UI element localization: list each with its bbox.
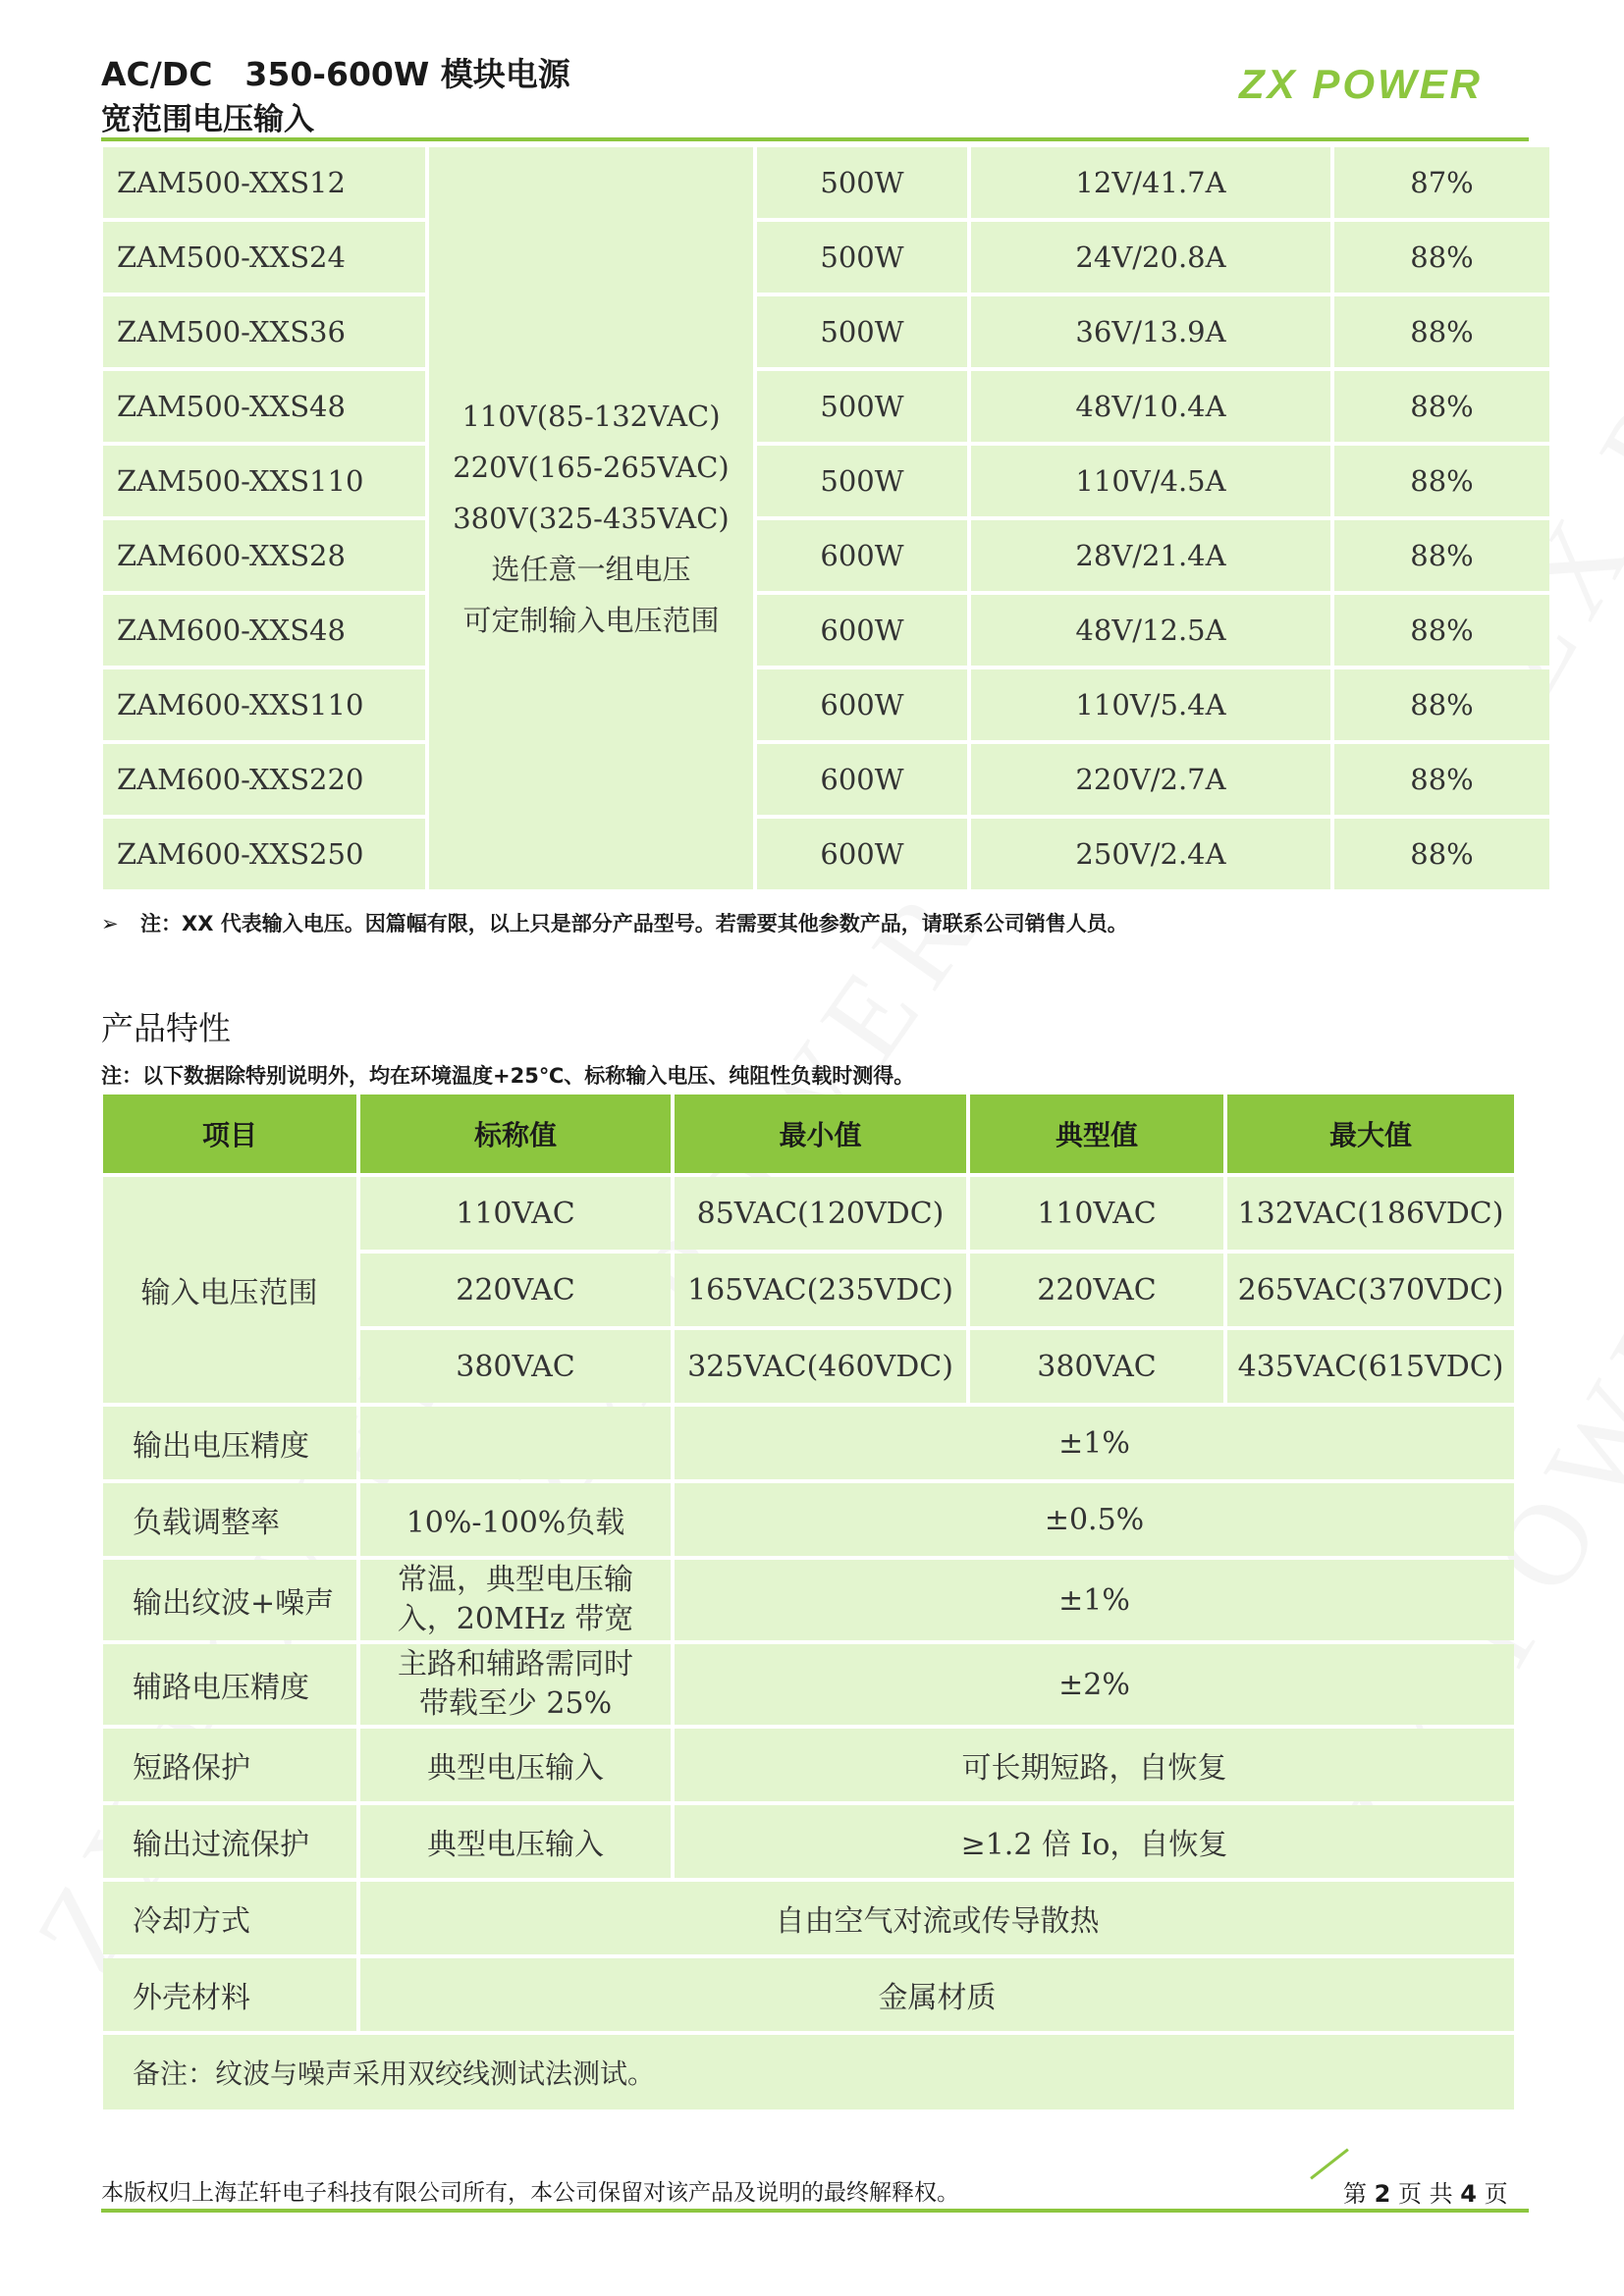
- model-cell: ZAM500-XXS110: [103, 446, 425, 516]
- header-max: 最大值: [1227, 1095, 1514, 1173]
- power-cell: 600W: [757, 819, 967, 889]
- efficiency-cell: 87%: [1334, 147, 1549, 218]
- output-cell: 220V/2.7A: [971, 744, 1330, 815]
- output-accuracy-label: 输出电压精度: [103, 1407, 356, 1479]
- table-row: [103, 1177, 1514, 1250]
- table-row: [103, 819, 1549, 889]
- footer-divider: [101, 2209, 1529, 2213]
- min-cell: 325VAC(460VDC): [675, 1330, 966, 1403]
- efficiency-cell: 88%: [1334, 371, 1549, 442]
- min-cell: 85VAC(120VDC): [675, 1177, 966, 1250]
- power-cell: 600W: [757, 595, 967, 666]
- input-range-line: 可定制输入电压范围: [462, 604, 720, 637]
- nominal-cell: 220VAC: [360, 1254, 671, 1326]
- load-regulation-label: 负载调整率: [103, 1483, 356, 1556]
- model-table: [99, 143, 1553, 893]
- aux-accuracy-value: ±2%: [675, 1644, 1514, 1725]
- model-cell: ZAM500-XXS36: [103, 296, 425, 367]
- company-logo: ZX POWER: [1239, 61, 1484, 107]
- output-cell: 110V/5.4A: [971, 669, 1330, 740]
- typ-cell: 110VAC: [970, 1177, 1223, 1250]
- header-item: 项目: [103, 1095, 356, 1173]
- ripple-noise-label: 输出纹波+噪声: [103, 1560, 356, 1640]
- load-regulation-condition: 10%-100%负载: [360, 1483, 671, 1556]
- model-note: ➢ 注：XX 代表输入电压。因篇幅有限，以上只是部分产品型号。若需要其他参数产品，请联系公司销售人员。: [101, 912, 1128, 935]
- section-title: 产品特性: [101, 1009, 231, 1047]
- arrow-bullet-icon: ➢: [101, 912, 119, 935]
- output-cell: 36V/13.9A: [971, 296, 1330, 367]
- overcurrent-condition: 典型电压输入: [360, 1805, 671, 1878]
- model-cell: ZAM500-XXS24: [103, 222, 425, 293]
- document-title: AC/DC 350-600W 模块电源: [101, 55, 570, 93]
- housing-label: 外壳材料: [103, 1958, 356, 2031]
- page-number: 第 2 页 共 4 页: [1343, 2180, 1508, 2208]
- aux-accuracy-label: 辅路电压精度: [103, 1644, 356, 1725]
- header-min: 最小值: [675, 1095, 966, 1173]
- table-row: [103, 1729, 1514, 1801]
- header-nominal: 标称值: [360, 1095, 671, 1173]
- table-row: [103, 2035, 1514, 2109]
- header-divider: [101, 137, 1529, 141]
- table-row: [103, 1483, 1514, 1556]
- model-cell: ZAM500-XXS12: [103, 147, 425, 218]
- table-row: [103, 1882, 1514, 1954]
- table-row: [103, 1560, 1514, 1640]
- input-range-cell: [429, 147, 753, 889]
- efficiency-cell: 88%: [1334, 446, 1549, 516]
- spec-header-row: [103, 1095, 1514, 1173]
- output-accuracy-value: ±1%: [675, 1407, 1514, 1479]
- table-row: [103, 147, 1549, 218]
- table-row: [103, 1407, 1514, 1479]
- output-cell: 250V/2.4A: [971, 819, 1330, 889]
- efficiency-cell: 88%: [1334, 819, 1549, 889]
- power-cell: 500W: [757, 446, 967, 516]
- table-row: [103, 1805, 1514, 1878]
- power-cell: 600W: [757, 744, 967, 815]
- typ-cell: 380VAC: [970, 1330, 1223, 1403]
- header-typ: 典型值: [970, 1095, 1223, 1173]
- max-cell: 265VAC(370VDC): [1227, 1254, 1514, 1326]
- conditions-note: 注：以下数据除特别说明外，均在环境温度+25℃、标称输入电压、纯阻性负载时测得。: [101, 1064, 915, 1088]
- input-range-line: 220V(165-265VAC): [453, 451, 730, 484]
- table-row: [103, 595, 1549, 666]
- input-range-line: 110V(85-132VAC): [461, 400, 721, 433]
- model-cell: ZAM600-XXS48: [103, 595, 425, 666]
- table-row: [103, 296, 1549, 367]
- output-cell: 24V/20.8A: [971, 222, 1330, 293]
- spec-table: [99, 1091, 1518, 2113]
- efficiency-cell: 88%: [1334, 520, 1549, 591]
- overcurrent-label: 输出过流保护: [103, 1805, 356, 1878]
- max-cell: 132VAC(186VDC): [1227, 1177, 1514, 1250]
- input-range-line: 选任意一组电压: [491, 553, 691, 586]
- input-range-line: 380V(325-435VAC): [453, 502, 730, 535]
- model-cell: ZAM600-XXS250: [103, 819, 425, 889]
- table-row: [103, 744, 1549, 815]
- model-cell: ZAM600-XXS28: [103, 520, 425, 591]
- nominal-cell: 110VAC: [360, 1177, 671, 1250]
- table-row: [103, 1958, 1514, 2031]
- power-cell: 600W: [757, 520, 967, 591]
- table-row: [103, 520, 1549, 591]
- housing-value: 金属材质: [360, 1958, 1514, 2031]
- model-cell: ZAM600-XXS220: [103, 744, 425, 815]
- load-regulation-value: ±0.5%: [675, 1483, 1514, 1556]
- table-row: [103, 222, 1549, 293]
- max-cell: 435VAC(615VDC): [1227, 1330, 1514, 1403]
- short-circuit-label: 短路保护: [103, 1729, 356, 1801]
- output-cell: 110V/4.5A: [971, 446, 1330, 516]
- efficiency-cell: 88%: [1334, 744, 1549, 815]
- short-circuit-value: 可长期短路，自恢复: [675, 1729, 1514, 1801]
- min-cell: 165VAC(235VDC): [675, 1254, 966, 1326]
- remark-cell: 备注：纹波与噪声采用双绞线测试法测试。: [103, 2035, 1514, 2109]
- efficiency-cell: 88%: [1334, 222, 1549, 293]
- output-cell: 28V/21.4A: [971, 520, 1330, 591]
- empty-cell: [360, 1407, 671, 1479]
- table-row: [103, 371, 1549, 442]
- cooling-value: 自由空气对流或传导散热: [360, 1882, 1514, 1954]
- table-row: [103, 669, 1549, 740]
- table-row: [103, 446, 1549, 516]
- aux-accuracy-condition: 主路和辅路需同时 带载至少 25%: [360, 1644, 671, 1725]
- nominal-cell: 380VAC: [360, 1330, 671, 1403]
- document-subtitle: 宽范围电压输入: [101, 102, 314, 137]
- power-cell: 500W: [757, 296, 967, 367]
- ripple-noise-value: ±1%: [675, 1560, 1514, 1640]
- power-cell: 500W: [757, 371, 967, 442]
- power-cell: 500W: [757, 147, 967, 218]
- power-cell: 500W: [757, 222, 967, 293]
- short-circuit-condition: 典型电压输入: [360, 1729, 671, 1801]
- typ-cell: 220VAC: [970, 1254, 1223, 1326]
- ripple-noise-condition: 常温，典型电压输 入，20MHz 带宽: [360, 1560, 671, 1640]
- output-cell: 12V/41.7A: [971, 147, 1330, 218]
- output-cell: 48V/10.4A: [971, 371, 1330, 442]
- model-cell: ZAM500-XXS48: [103, 371, 425, 442]
- overcurrent-value: ≥1.2 倍 Io，自恢复: [675, 1805, 1514, 1878]
- output-cell: 48V/12.5A: [971, 595, 1330, 666]
- table-row: [103, 1644, 1514, 1725]
- efficiency-cell: 88%: [1334, 595, 1549, 666]
- efficiency-cell: 88%: [1334, 296, 1549, 367]
- cooling-label: 冷却方式: [103, 1882, 356, 1954]
- input-range-label: 输入电压范围: [103, 1177, 356, 1403]
- efficiency-cell: 88%: [1334, 669, 1549, 740]
- model-cell: ZAM600-XXS110: [103, 669, 425, 740]
- power-cell: 600W: [757, 669, 967, 740]
- copyright-text: 本版权归上海芷轩电子科技有限公司所有，本公司保留对该产品及说明的最终解释权。: [101, 2180, 959, 2206]
